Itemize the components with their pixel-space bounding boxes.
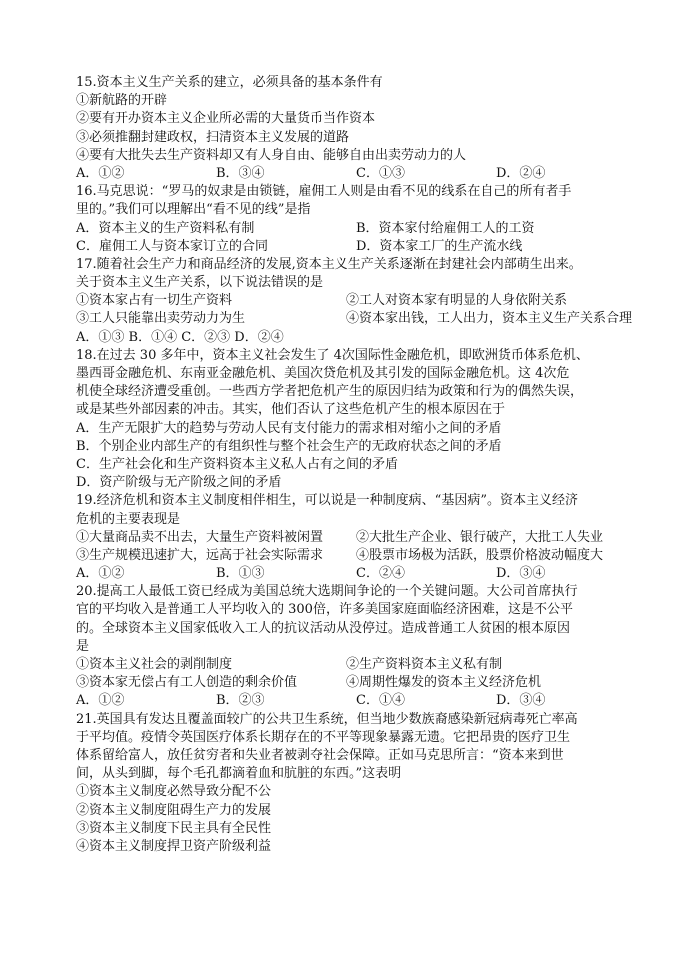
option-d: D．资产阶级与无产阶级之间的矛盾	[76, 475, 282, 491]
statement-item: ③必须推翻封建政权，扫清资本主义发展的道路	[76, 129, 350, 145]
statement-item: ②要有开办资本主义企业所必需的大量货币当作资本	[76, 111, 376, 127]
option-d: D．③④	[496, 566, 546, 582]
statement-item: ①资本家占有一切生产资料	[76, 293, 233, 309]
question-stem: 官的平均收入是普通工人平均收入的 300倍，许多美国家庭面临经济困难，这是不公平	[76, 602, 573, 618]
statement-row	[76, 674, 636, 692]
statement-item: ④资本家出钱，工人出力，资本主义生产关系合理	[346, 311, 633, 327]
statement-item: ①资本主义社会的剥削制度	[76, 657, 233, 672]
option-c: C．①④	[356, 693, 405, 709]
question-20	[76, 583, 636, 710]
option-c: C．生产社会化和生产资料资本主义私人占有之间的矛盾	[76, 456, 398, 472]
statement-item: ②资本主义制度阻碍生产力的发展	[76, 802, 272, 818]
question-stem: 17.随着社会生产力和商品经济的发展,资本主义生产关系逐渐在封建社会内部萌生出来。	[76, 256, 582, 272]
statement-item: ④要有大批失去生产资料却又有人身自由、能够自由出卖劳动力的人	[76, 147, 467, 163]
statement-row	[76, 529, 636, 547]
statement-item: ①新航路的开辟	[76, 93, 168, 109]
question-stem: 或是某些外部因素的冲击。其实，他们否认了这些危机产生的根本原因在于	[76, 402, 506, 418]
statement-item: ①大量商品卖不出去，大量生产资料被闲置	[76, 529, 324, 545]
statement-row	[76, 656, 636, 674]
option-d: D．资本家工厂的生产流水线	[356, 238, 523, 254]
question-18	[76, 347, 636, 493]
question-stem: 是	[76, 638, 90, 654]
question-stem: 21.英国具有发达且覆盖面较广的公共卫生系统，但当地少数族裔感染新冠病毒死亡率高	[76, 711, 578, 727]
answer-options	[76, 692, 636, 710]
option-b: B．个别企业内部生产的有组织性与整个社会生产的无政府状态之间的矛盾	[76, 438, 502, 454]
answer-options	[76, 165, 636, 183]
question-stem: 20.提高工人最低工资已经成为美国总统大选期间争论的一个关键问题。大公司首席执行	[76, 584, 578, 600]
option-b: B．③④	[216, 165, 265, 181]
option-b: B．资本家付给雇佣工人的工资	[356, 220, 535, 236]
question-stem: 危机的主要表现是	[76, 511, 181, 527]
question-stem: 机使全球经济遭受重创。一些西方学者把危机产生的原因归结为政策和行为的偶然失误，	[76, 384, 584, 400]
statement-item: ②工人对资本家有明显的人身依附关系	[346, 293, 568, 309]
option-a: A．①②	[76, 693, 125, 709]
statement-item: ④周期性爆发的资本主义经济危机	[346, 675, 542, 691]
statement-item: ③生产规模迅速扩大，远高于社会实际需求	[76, 547, 324, 563]
option-a: A．生产无限扩大的趋势与劳动人民有支付能力的需求相对缩小之间的矛盾	[76, 420, 502, 436]
option-d: D．②④	[496, 165, 546, 181]
question-stem: 于平均值。疫情令英国医疗体系长期存在的不平等现象暴露无遗。它把昂贵的医疗卫生	[76, 729, 571, 745]
statement-item: ①资本主义制度必然导致分配不公	[76, 784, 272, 800]
exam-page	[76, 74, 636, 856]
answer-options	[76, 238, 636, 256]
question-stem: 19.经济危机和资本主义制度相伴相生，可以说是一种制度病、“基因病”。资本主义经济	[76, 493, 578, 509]
question-17	[76, 256, 636, 347]
question-stem: 墨西哥金融危机、东南亚金融危机、美国次贷危机及其引发的国际金融危机。这 4次危	[76, 366, 570, 381]
option-c: C．①③	[356, 165, 405, 181]
statement-item: ④资本主义制度捍卫资产阶级利益	[76, 838, 272, 854]
statement-item: ②大批生产企业、银行破产，大批工人失业	[356, 529, 604, 545]
question-stem: 关于资本主义生产关系，以下说法错误的是	[76, 275, 324, 291]
question-stem: 18.在过去 30 多年中，资本主义社会发生了 4次国际性金融危机，即欧洲货币体系危机、	[76, 347, 589, 363]
option-a: A．资本主义的生产资料私有制	[76, 220, 255, 236]
statement-item: ③资本主义制度下民主具有全民性	[76, 820, 272, 836]
option-c: C．②④	[356, 566, 405, 582]
option-c: C．雇佣工人与资本家订立的合同	[76, 238, 268, 254]
statement-row	[76, 292, 636, 310]
answer-options: A．①③ B．①④ C．②③ D．②④	[76, 329, 284, 345]
question-stem: 里的。”我们可以理解出“看不见的线”是指	[76, 202, 311, 218]
answer-options	[76, 220, 636, 238]
statement-row	[76, 310, 636, 328]
option-a: A．①②	[76, 566, 125, 582]
question-16	[76, 183, 636, 256]
question-21	[76, 711, 636, 857]
question-stem: 16.马克思说：“罗马的奴隶是由锁链，雇佣工人则是由看不见的线系在自己的所有者手	[76, 184, 572, 200]
option-b: B．②③	[216, 693, 265, 709]
statement-item: ④股票市场极为活跃，股票价格波动幅度大	[356, 547, 604, 563]
option-b: B．①③	[216, 566, 265, 582]
statement-item: ②生产资料资本主义私有制	[346, 657, 503, 672]
answer-options	[76, 565, 636, 583]
statement-item: ③资本家无偿占有工人创造的剩余价值	[76, 675, 298, 691]
option-d: D．③④	[496, 693, 546, 709]
question-15	[76, 74, 636, 183]
question-stem: 的。全球资本主义国家低收入工人的抗议活动从没停过。造成普通工人贫困的根本原因	[76, 620, 571, 636]
option-a: A．①②	[76, 165, 125, 181]
statement-row	[76, 547, 636, 565]
question-stem: 体系留给富人，放任贫穷者和失业者被剥夺社会保障。正如马克思所言：“资本来到世	[76, 747, 564, 763]
question-stem: 15.资本主义生产关系的建立，必须具备的基本条件有	[76, 75, 383, 90]
question-stem: 间，从头到脚，每个毛孔都滴着血和肮脏的东西。”这表明	[76, 766, 402, 782]
statement-item: ③工人只能靠出卖劳动力为生	[76, 311, 246, 327]
question-19	[76, 492, 636, 583]
